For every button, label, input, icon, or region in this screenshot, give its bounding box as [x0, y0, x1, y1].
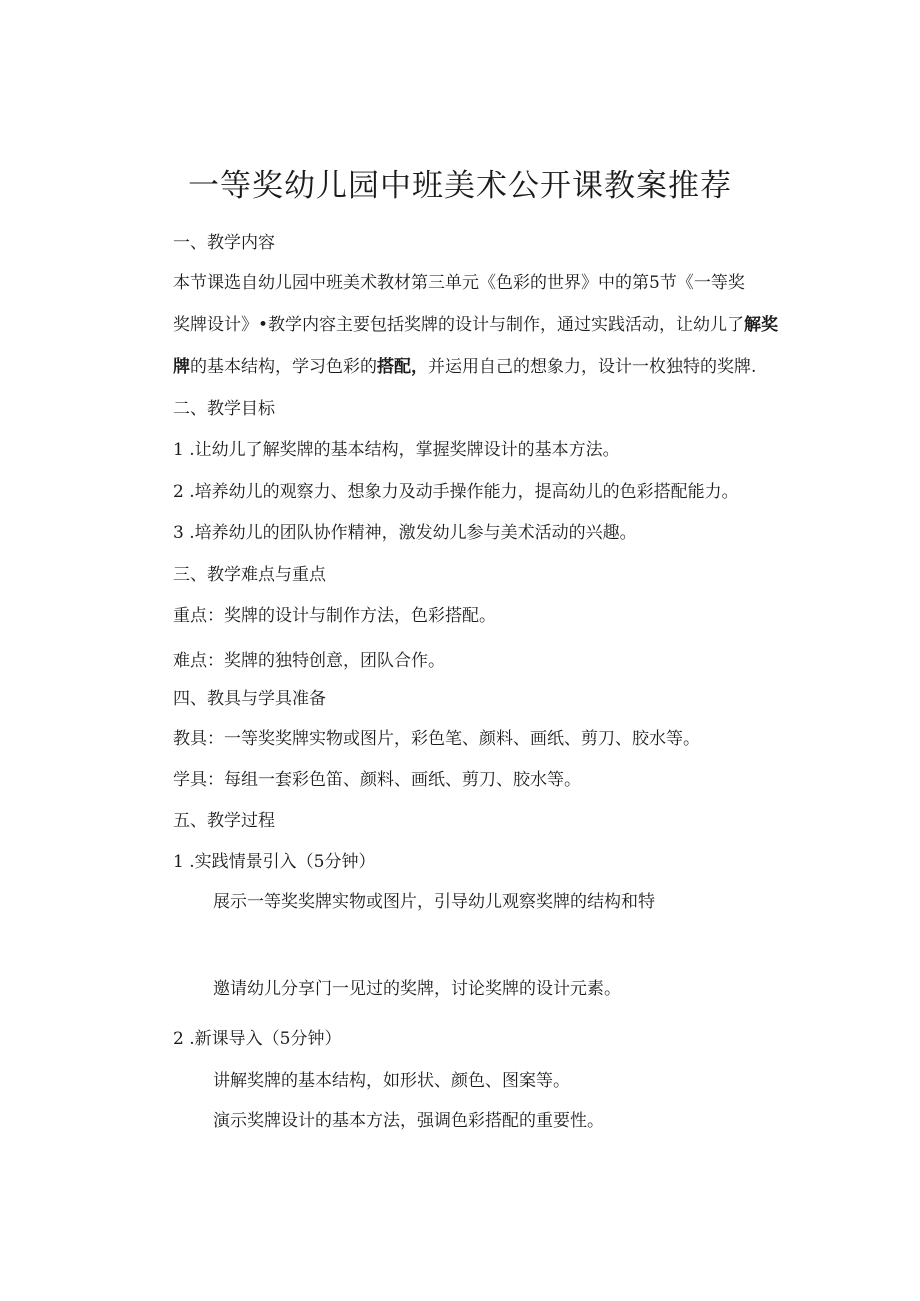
content-line-3-text-1: 的基本结构，学习色彩的	[190, 357, 377, 377]
content-line-3-text-2: 并运用自己的想象力，设计一枚独特的奖牌.	[428, 357, 757, 377]
process-step-2-line-2: 演示奖牌设计的基本方法，强调色彩搭配的重要性。	[213, 1111, 604, 1131]
section-heading-difficulty: 三、教学难点与重点	[173, 565, 326, 585]
process-step-2-title: 2 .新课导入（5分钟）	[173, 1029, 342, 1049]
content-line-2-text: 奖牌设计》•教学内容主要包括奖牌的设计与制作，通过实践活动，让幼儿了	[173, 315, 745, 335]
document-title: 一等奖幼儿园中班美术公开课教案推荐	[188, 168, 732, 204]
process-step-1-line-2: 邀请幼儿分享门一见过的奖牌，讨论奖牌的设计元素。	[213, 979, 621, 999]
goal-item-2: 2 .培养幼儿的观察力、想象力及动手操作能力，提高幼儿的色彩搭配能力。	[173, 482, 739, 502]
section-heading-process: 五、教学过程	[173, 811, 275, 831]
process-step-2-line-1: 讲解奖牌的基本结构，如形状、颜色、图案等。	[213, 1071, 570, 1091]
process-step-1-line-1: 展示一等奖奖牌实物或图片，引导幼儿观察奖牌的结构和特	[213, 892, 655, 912]
content-line-3-bold-1: 牌	[173, 357, 190, 377]
difficult-point: 难点：奖牌的独特创意，团队合作。	[173, 651, 445, 671]
key-point: 重点：奖牌的设计与制作方法，色彩搭配。	[173, 606, 496, 626]
content-paragraph-line-1: 本节课选自幼儿园中班美术教材第三单元《色彩的世界》中的第5节《一等奖	[173, 273, 745, 293]
section-heading-goals: 二、教学目标	[173, 399, 275, 419]
content-line-3-bold-2: 搭配，	[377, 357, 428, 377]
process-step-1-title: 1 .实践情景引入（5分钟）	[173, 852, 376, 872]
student-tools: 学具：每组一套彩色笛、颜料、画纸、剪刀、胶水等。	[173, 770, 581, 790]
content-line-2-bold: 解奖	[744, 315, 779, 335]
section-heading-tools: 四、教具与学具准备	[173, 689, 326, 709]
section-heading-content: 一、教学内容	[173, 233, 275, 253]
content-paragraph-line-2	[173, 314, 778, 336]
content-paragraph-line-3	[173, 356, 756, 378]
goal-item-3: 3 .培养幼儿的团队协作精神，激发幼儿参与美术活动的兴趣。	[173, 523, 637, 543]
goal-item-1: 1 .让幼儿了解奖牌的基本结构，掌握奖牌设计的基本方法。	[173, 440, 620, 460]
teacher-tools: 教具：一等奖奖牌实物或图片，彩色笔、颜料、画纸、剪刀、胶水等。	[173, 729, 700, 749]
